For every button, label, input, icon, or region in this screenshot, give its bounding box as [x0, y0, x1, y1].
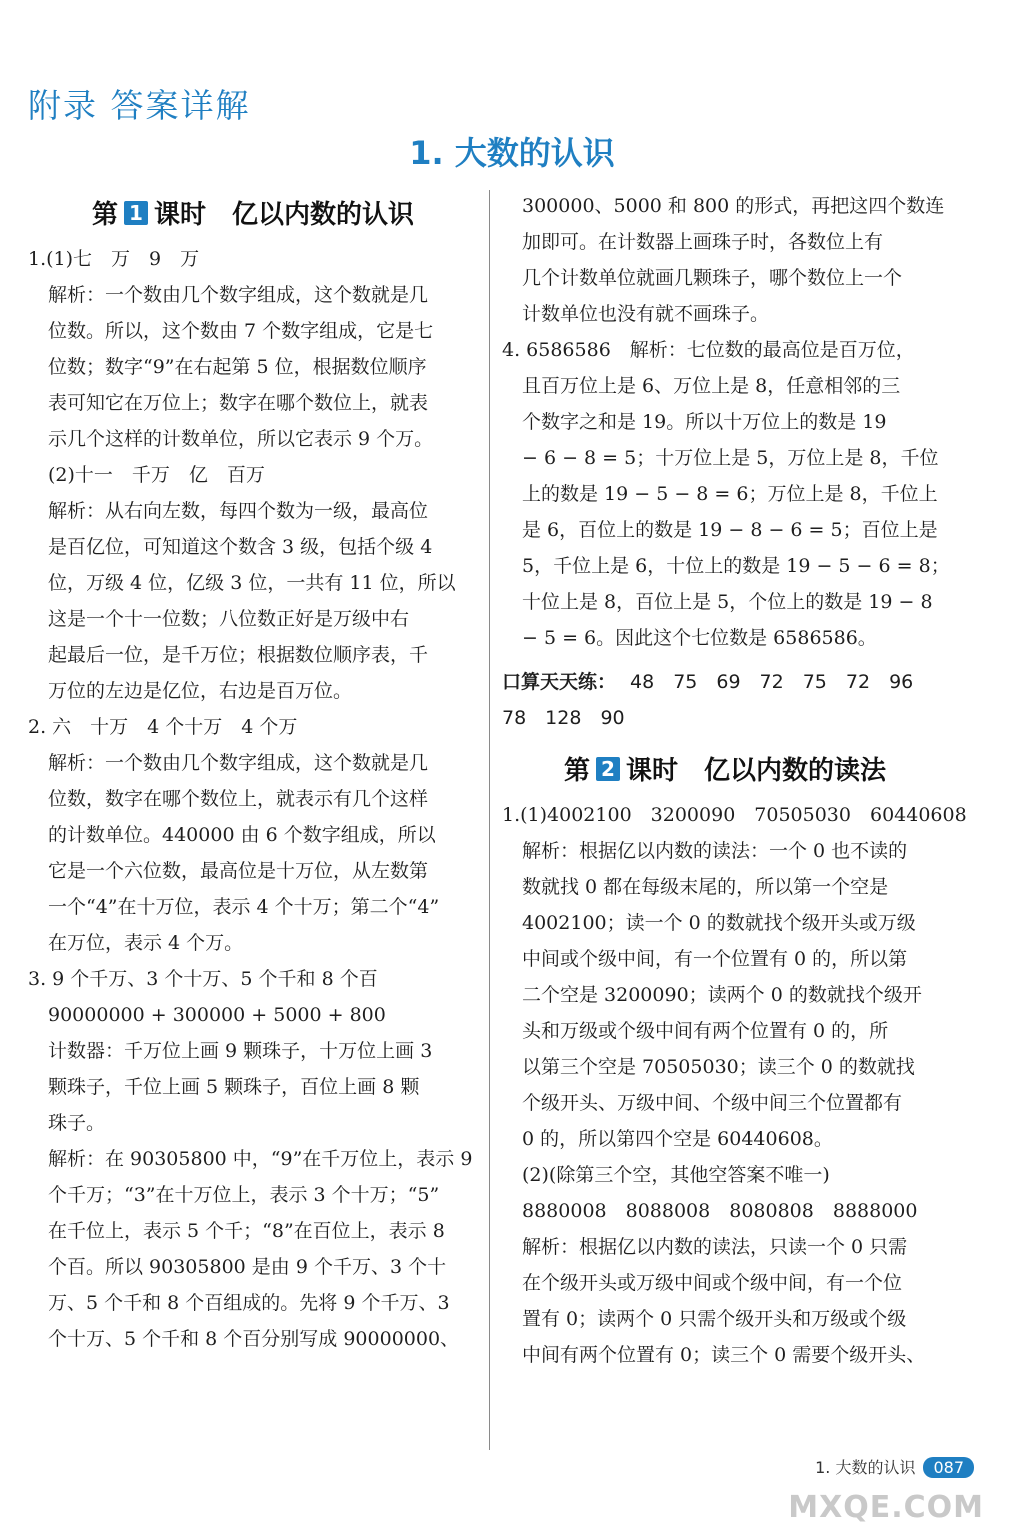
text-line: 是百亿位，可知道这个数含 3 级，包括个级 4 [48, 536, 433, 558]
text-line: 解析：一个数由几个数字组成，这个数就是几 [48, 752, 429, 774]
text-line: 这是一个十一位数；八位数正好是万级中右 [48, 608, 410, 630]
left-body [28, 241, 478, 1357]
text-line: 位，万级 4 位，亿级 3 位，一共有 11 位，所以 [48, 572, 456, 594]
text-line: 2. 六 十万 4 个十万 4 个万 [28, 716, 298, 738]
mental-math-answers-2: 78 128 90 [502, 707, 625, 729]
text-line: 加即可。在计数器上画珠子时，各数位上有 [522, 231, 884, 253]
text-line: 个十万、5 个千和 8 个百分别写成 90000000、 [48, 1328, 460, 1350]
mental-math-answers-1: 48 75 69 72 75 72 96 [630, 671, 914, 693]
mental-math-label: 口算天天练： [502, 671, 617, 693]
text-line: 个千万；“3”在十万位上，表示 3 个十万；“5” [48, 1184, 440, 1206]
appendix-heading: 附录 答案详解 [28, 86, 251, 125]
text-line: 4002100；读一个 0 的数就找个级开头或万级 [522, 912, 916, 934]
text-line: 5，千位上是 6，十位上的数是 19 − 5 − 6 = 8； [522, 555, 950, 577]
text-line: 一个“4”在十万位，表示 4 个十万；第二个“4” [48, 896, 440, 918]
footer-section: 1. 大数的认识 [815, 1458, 916, 1477]
mental-math-block [502, 664, 948, 736]
text-line: 个级开头、万级中间、个级中间三个位置都有 [522, 1092, 903, 1114]
text-line: 表可知它在万位上；数字在哪个数位上，就表 [48, 392, 429, 414]
lesson-number-badge: 2 [596, 757, 620, 781]
text-line: 解析：在 90305800 中，“9”在千万位上，表示 9 [48, 1148, 473, 1170]
text-line: 在个级开头或万级中间或个级中间，有一个位 [522, 1272, 903, 1294]
text-line: 中间或个级中间，有一个位置有 0 的，所以第 [522, 948, 908, 970]
text-line: 颗珠子，千位上画 5 颗珠子，百位上画 8 颗 [48, 1076, 420, 1098]
text-line: 1.(1)七 万 9 万 [28, 248, 200, 270]
lesson-2-heading [502, 750, 948, 787]
text-line: 90000000 + 300000 + 5000 + 800 [48, 1004, 386, 1026]
text-line: (2)十一 千万 亿 百万 [48, 464, 265, 486]
text-line: 位数。所以，这个数由 7 个数字组成，它是七 [48, 320, 434, 342]
lesson-prefix: 第 [564, 756, 591, 786]
text-line: 它是一个六位数，最高位是十万位，从左数第 [48, 860, 429, 882]
text-line: 300000、5000 和 800 的形式，再把这四个数连 [522, 195, 945, 217]
lesson-title: 课时 亿以内数的读法 [625, 756, 886, 786]
chapter-title: 1. 大数的认识 [409, 134, 615, 172]
text-line: 十位上是 8，百位上是 5，个位上的数是 19 − 8 [522, 591, 933, 613]
text-line: 示几个这样的计数单位，所以它表示 9 个万。 [48, 428, 434, 450]
text-line: 8880008 8088008 8080808 8888000 [522, 1200, 918, 1222]
text-line: − 5 = 6。因此这个七位数是 6586586。 [522, 627, 877, 649]
text-line: 位数；数字“9”在右起第 5 位，根据数位顺序 [48, 356, 427, 378]
text-line: 是 6，百位上的数是 19 − 8 − 6 = 5；百位上是 [522, 519, 938, 541]
text-line: 万、5 个千和 8 个百组成的。先将 9 个千万、3 [48, 1292, 450, 1314]
text-line: 个数字之和是 19。所以十万位上的数是 19 [522, 411, 887, 433]
lesson-number-badge: 1 [124, 201, 148, 225]
text-line: 位数，数字在哪个数位上，就表示有几个这样 [48, 788, 429, 810]
text-line: 珠子。 [48, 1112, 106, 1134]
column-divider [489, 190, 490, 1450]
text-line: 解析：一个数由几个数字组成，这个数就是几 [48, 284, 429, 306]
text-line: 上的数是 19 − 5 − 8 = 6；万位上是 8，千位上 [522, 483, 938, 505]
text-line: 在千位上，表示 5 个千；“8”在百位上，表示 8 [48, 1220, 445, 1242]
lesson-1-heading [28, 194, 478, 231]
text-line: 中间有两个位置有 0；读三个 0 需要个级开头、 [522, 1344, 926, 1366]
text-line: 置有 0；读两个 0 只需个级开头和万级或个级 [522, 1308, 907, 1330]
text-line: 起最后一位，是千万位；根据数位顺序表，千 [48, 644, 429, 666]
text-line: 解析：根据亿以内数的读法：一个 0 也不读的 [522, 840, 908, 862]
text-line: 二个空是 3200090；读两个 0 的数就找个级开 [522, 984, 922, 1006]
text-line: 计数器：千万位上画 9 颗珠子，十万位上画 3 [48, 1040, 433, 1062]
text-line: 1.(1)4002100 3200090 70505030 60440608 [502, 804, 967, 826]
page-footer [815, 1455, 974, 1478]
text-line: − 6 − 8 = 5；十万位上是 5，万位上是 8，千位 [522, 447, 939, 469]
text-line: 3. 9 个千万、3 个十万、5 个千和 8 个百 [28, 968, 378, 990]
text-line: 在万位，表示 4 个万。 [48, 932, 244, 954]
text-line: 几个计数单位就画几颗珠子，哪个数位上一个 [522, 267, 903, 289]
text-line: 0 的，所以第四个空是 60440608。 [522, 1128, 833, 1150]
right-body-a [502, 188, 948, 656]
text-line: 解析：从右向左数，每四个数为一级，最高位 [48, 500, 429, 522]
left-column [28, 188, 478, 1357]
text-line: 4. 6586586 解析：七位数的最高位是百万位， [502, 339, 915, 361]
text-line: 数就找 0 都在每级末尾的，所以第一个空是 [522, 876, 889, 898]
text-line: (2)(除第三个空，其他空答案不唯一) [522, 1164, 830, 1186]
text-line: 头和万级或个级中间有两个位置有 0 的，所 [522, 1020, 889, 1042]
watermark: MXQE.COM [788, 1490, 984, 1525]
lesson-title: 课时 亿以内数的认识 [153, 200, 414, 230]
right-body-b [502, 797, 967, 1373]
text-line: 计数单位也没有就不画珠子。 [522, 303, 770, 325]
text-line: 万位的左边是亿位，右边是百万位。 [48, 680, 353, 702]
lesson-prefix: 第 [92, 200, 119, 230]
text-line: 解析：根据亿以内数的读法，只读一个 0 只需 [522, 1236, 908, 1258]
text-line: 的计数单位。440000 由 6 个数字组成，所以 [48, 824, 436, 846]
text-line: 以第三个空是 70505030；读三个 0 的数就找 [522, 1056, 915, 1078]
right-column [502, 188, 967, 1373]
text-line: 且百万位上是 6、万位上是 8，任意相邻的三 [522, 375, 901, 397]
page-number: 087 [923, 1457, 974, 1478]
text-line: 个百。所以 90305800 是由 9 个千万、3 个十 [48, 1256, 447, 1278]
